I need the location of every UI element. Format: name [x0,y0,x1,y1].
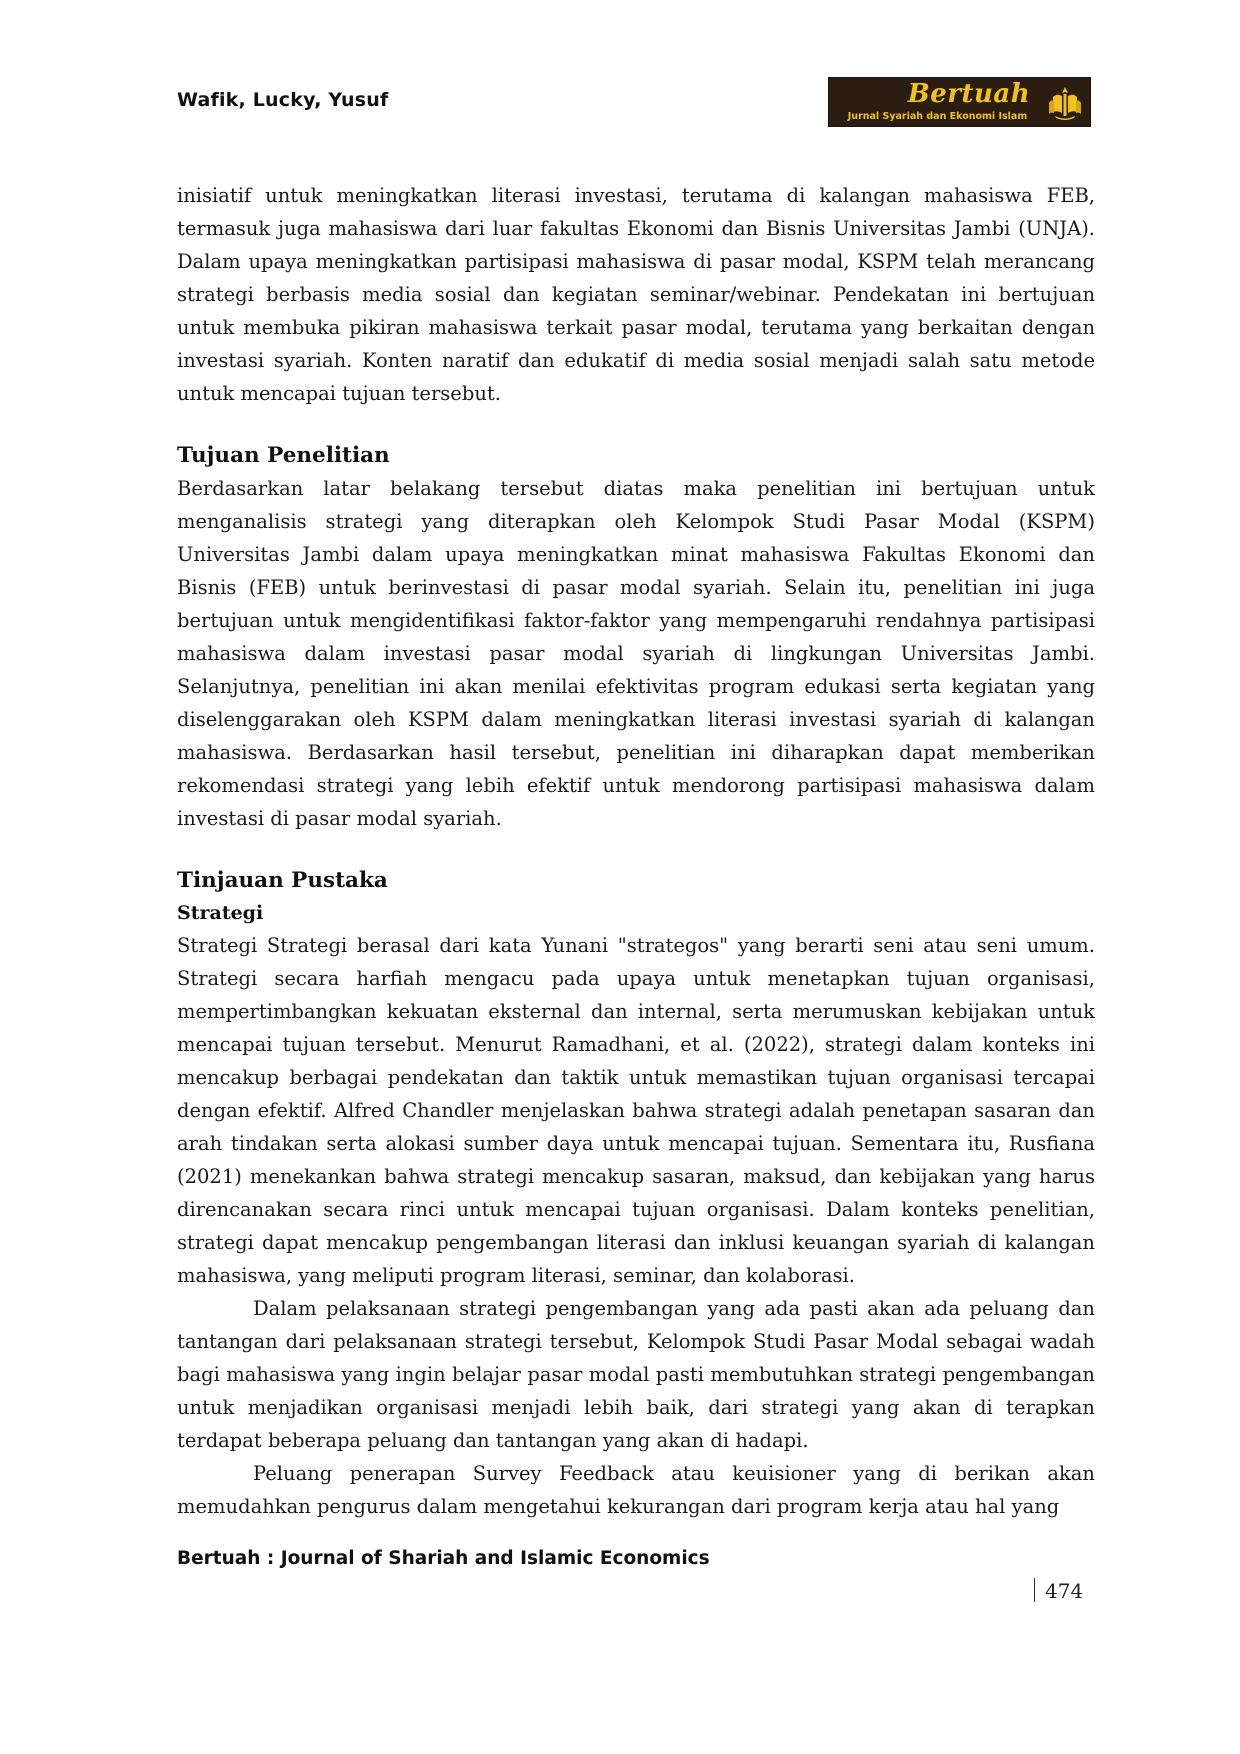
heading-tinjauan-pustaka: Tinjauan Pustaka [177,868,388,893]
paragraph-intro: inisiatif untuk meningkatkan literasi investasi, terutama di kalangan mahasiswa FEB, termasuk juga mahasiswa dari luar fakultas Ekonomi dan Bisnis Universitas Jambi (UNJA). Dalam upaya meningkatkan partisipasi mahasiswa di pasar modal, KSPM telah merancang strategi berbasis media sosial dan kegiatan seminar/webinar. Pendekatan ini bertujuan untuk membuka pikiran mahasiswa terkait pasar modal, terutama yang berkaitan dengan investasi syariah. Konten naratif dan edukatif di media sosial menjadi salah satu metode untuk mencapai tujuan tersebut. [177,184,1095,405]
footer-journal-name: Bertuah : Journal of Shariah and Islamic Economics [177,1548,710,1569]
page-number-value: 474 [1045,1579,1084,1603]
page-number [1034,1578,1083,1603]
page-number-divider [1034,1578,1035,1602]
paragraph-tujuan: Berdasarkan latar belakang tersebut diatas maka penelitian ini bertujuan untuk menganalisis strategi yang diterapkan oleh Kelompok Studi Pasar Modal (KSPM) Universitas Jambi dalam upaya meningkatkan minat mahasiswa Fakultas Ekonomi dan Bisnis (FEB) untuk berinvestasi di pasar modal syariah. Selain itu, penelitian ini juga bertujuan untuk mengidentifikasi faktor-faktor yang mempengaruhi rendahnya partisipasi mahasiswa dalam investasi pasar modal syariah di lingkungan Universitas Jambi. Selanjutnya, penelitian ini akan menilai efektivitas program edukasi serta kegiatan yang diselenggarakan oleh KSPM dalam meningkatkan literasi investasi syariah di kalangan mahasiswa. Berdasarkan hasil tersebut, penelitian ini diharapkan dapat memberikan rekomendasi strategi yang lebih efektif untuk mendorong partisipasi mahasiswa dalam investasi di pasar modal syariah. [177,477,1095,830]
main-text [177,179,1095,1523]
emblem-icon [1045,83,1085,123]
logo-title: Bertuah [907,79,1031,109]
paragraph-peluang: Peluang penerapan Survey Feedback atau keuisioner yang di berikan akan memudahkan pengurus dalam mengetahui kekurangan dari program kerja atau hal yang [177,1462,1095,1518]
heading-tujuan-penelitian: Tujuan Penelitian [177,443,390,468]
paragraph-strategi: Strategi Strategi berasal dari kata Yunani "strategos" yang berarti seni atau seni umum. Strategi secara harfiah mengacu pada upaya untuk menetapkan tujuan organisasi, mempertimbangkan kekuatan eksternal dan internal, serta merumuskan kebijakan untuk mencapai tujuan tersebut. Menurut Ramadhani, et al. (2022), strategi dalam konteks ini mencakup berbagai pendekatan dan taktik untuk memastikan tujuan organisasi tercapai dengan efektif. Alfred Chandler menjelaskan bahwa strategi adalah penetapan sasaran dan arah tindakan serta alokasi sumber daya untuk mencapai tujuan. Sementara itu, Rusfiana (2021) menekankan bahwa strategi mencakup sasaran, maksud, dan kebijakan yang harus direncanakan secara rinci untuk mencapai tujuan organisasi. Dalam konteks penelitian, strategi dapat mencakup pengembangan literasi dan inklusi keuangan syariah di kalangan mahasiswa, yang meliputi program literasi, seminar, dan kolaborasi. [177,934,1095,1287]
journal-logo [828,77,1091,127]
logo-subtitle: Jurnal Syariah dan Ekonomi Islam [847,111,1028,122]
paragraph-pelaksanaan: Dalam pelaksanaan strategi pengembangan yang ada pasti akan ada peluang dan tantangan dari pelaksanaan strategi tersebut, Kelompok Studi Pasar Modal sebagai wadah bagi mahasiswa yang ingin belajar pasar modal pasti membutuhkan strategi pengembangan untuk menjadikan organisasi menjadi lebih baik, dari strategi yang akan di terapkan terdapat beberapa peluang dan tantangan yang akan di hadapi. [177,1297,1095,1452]
running-head-authors: Wafik, Lucky, Yusuf [177,89,389,111]
subheading-strategi: Strategi [177,902,264,924]
